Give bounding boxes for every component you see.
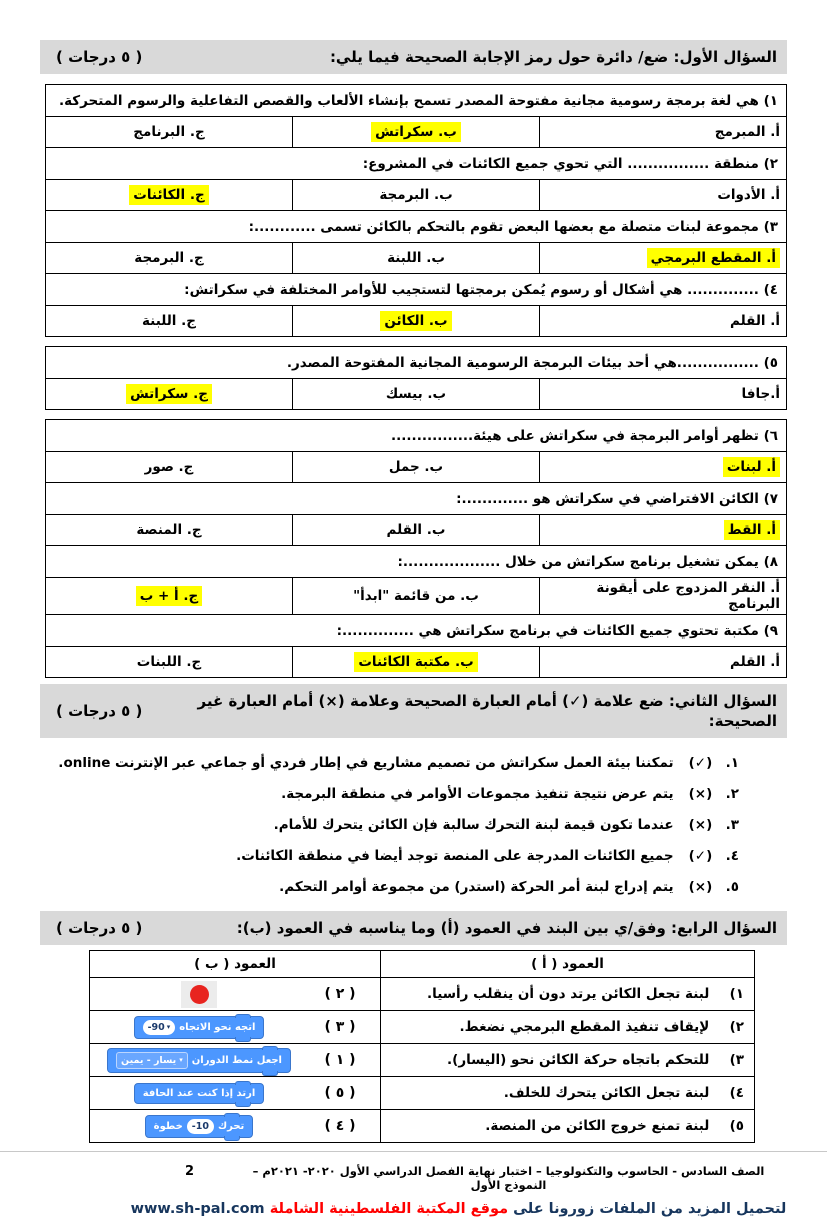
scratch-block-rotation-style [107,1048,291,1073]
option-c-highlighted: ج. أ + ب [136,586,202,606]
options-row [46,117,787,148]
item-cell [381,978,755,1011]
section1-points: ( ٥ درجات ) [56,48,143,66]
block-label-suffix: خطوة [153,1120,183,1132]
answer-cell [90,1044,381,1077]
footer-site-url: www.sh-pal.com [130,1201,265,1217]
question-text: ٣) مجموعة لبنات متصلة مع بعضها البعض تقوم بالتحكم بالكائن تسمى ............: [46,211,787,243]
scratch-block-move-steps [145,1115,254,1138]
statement-text: جميع الكائنات المدرجة على المنصة توجد أيضا في منطقة الكائنات. [236,848,674,864]
option-b: ب. جمل [388,459,444,475]
option-b: ب. البرمجة [379,187,453,203]
option-a: أ. النقر المزدوج على أيقونة البرنامج [596,580,780,612]
question-text: ٤) .............. هي أشكال أو رسوم يُمكن برمجتها لتستجيب للأوامر المختلفة في سكراتش: [46,274,787,306]
option-a-highlighted: أ. لبنات [723,457,780,477]
section2-points: ( ٥ درجات ) [56,702,143,720]
item-text: لبنة تمنع خروج الكائن من المنصة. [485,1118,710,1134]
answer-cell [90,1011,381,1044]
item-text: لإيقاف تنفيذ المقطع البرمجي نضغط. [459,1019,710,1035]
block-label: ارتد إذا كنت عند الحافة [142,1087,256,1099]
options-row [46,180,787,211]
statement-number: ٤. [725,848,739,864]
question-text: ٨) يمكن تشغيل برنامج سكراتش من خلال ...................: [46,546,787,578]
item-text: لبنة تجعل الكائن يرتد دون أن ينقلب رأسيا. [427,986,710,1002]
section2-title: السؤال الثاني: ضع علامة (✓) أمام العبارة الصحيحة وعلامة (×) أمام العبارة غير الصحيحة: [197,692,777,730]
answer-number: ( ٢ ) [324,986,356,1002]
options-row [46,379,787,410]
statement-number: ٥. [725,879,739,895]
answer-number: ( ٣ ) [324,1019,356,1035]
cross-mark: (×) [688,817,713,833]
mcq-table-2 [45,346,787,410]
item-cell [381,1110,755,1143]
dropdown-arrow-icon: ▾ [166,1022,171,1031]
item-number: ٥) [729,1118,744,1134]
answer-cell [90,1077,381,1110]
question-text: ١) هي لغة برمجة رسومية مجانية مفتوحة المصدر تسمح بإنشاء الألعاب والقصص التفاعلية والرسوم المتحركة. [46,85,787,117]
footer-site-name: موقع المكتبة الفلسطينية الشاملة [269,1201,509,1217]
option-b-highlighted: ب. سكراتش [371,122,461,142]
mcq-table-1 [45,84,787,337]
footer-exam-info [40,1164,787,1192]
rotation-style-value: يسار - يمين [121,1054,177,1066]
rotation-style-dropdown [116,1052,188,1069]
statement-text: يتم عرض نتيجة تنفيذ مجموعات الأوامر في منطقة البرمجة. [281,786,674,802]
option-b: ب. من قائمة "ابدأ" [353,588,479,604]
steps-value: -10 [191,1120,209,1132]
item-text: للتحكم باتجاه حركة الكائن نحو (اليسار). [447,1052,710,1068]
statement-4 [40,841,739,872]
matching-row [90,978,755,1011]
options-row [46,647,787,678]
item-cell [381,1011,755,1044]
mcq-table-3 [45,419,787,678]
matching-table [89,950,755,1143]
option-a: أ. المبرمج [714,124,780,140]
matching-header-row [90,951,755,978]
option-c-highlighted: ج. سكراتش [126,384,212,404]
cross-mark: (×) [688,879,713,895]
item-number: ٣) [729,1052,744,1068]
direction-value: -90 [147,1021,165,1033]
question-text: ٧) الكائن الافتراضي في سكراتش هو .............: [46,483,787,515]
column-b-header: العمود ( ب ) [90,951,381,978]
question-text: ٢) منطقة ................ التي تحوي جميع الكائنات في المشروع: [46,148,787,180]
question-text: ٥) ................هي أحد بيئات البرمجة الرسومية المجانية المفتوحة المصدر. [46,347,787,379]
section1-title: السؤال الأول: ضع/ دائرة حول رمز الإجابة الصحيحة فيما يلي: [329,48,777,66]
options-row [46,578,787,615]
statement-text: عندما تكون قيمة لبنة التحرك سالبة فإن الكائن يتحرك للأمام. [273,817,674,833]
statement-number: ٢. [725,786,739,802]
matching-row [90,1077,755,1110]
matching-row [90,1110,755,1143]
red-stop-dot [190,985,209,1004]
option-a: أ. القلم [730,654,780,670]
true-false-statements [40,738,787,903]
statement-5 [40,872,739,903]
statement-2 [40,779,739,810]
stop-icon [181,981,217,1008]
option-c: ج. البرنامج [133,124,205,140]
answer-number: ( ١ ) [324,1052,356,1068]
statement-number: ١. [725,755,739,771]
matching-row [90,1011,755,1044]
statement-3 [40,810,739,841]
cross-mark: (×) [688,786,713,802]
steps-value-field [187,1119,214,1134]
footer-divider [0,1151,827,1152]
item-cell [381,1077,755,1110]
section2-header [40,684,787,738]
section4-header [40,911,787,945]
check-mark: (✓) [688,848,713,864]
block-label: تحرك [217,1120,245,1132]
statement-1 [40,748,739,779]
footer-download-text: لتحميل المزيد من الملفات زورونا على [513,1201,787,1217]
options-row [46,243,787,274]
option-b: ب. اللبنة [387,250,445,266]
option-c: ج. البرمجة [134,250,204,266]
scratch-block-bounce-on-edge [134,1083,265,1104]
option-a-highlighted: أ. القط [724,520,780,540]
item-number: ٢) [729,1019,744,1035]
answer-cell [90,1110,381,1143]
item-number: ١) [729,986,744,1002]
section4-title: السؤال الرابع: وفق/ي بين البند في العمود (أ) وما يناسبه في العمود (ب): [236,919,777,937]
column-a-header: العمود ( أ ) [381,951,755,978]
question-text: ٩) مكتبة تحتوي جميع الكائنات في برنامج سكراتش هي ..............: [46,615,787,647]
statement-text: تمكننا بيئة العمل سكراتش من تصميم مشاريع في إطار فردي أو جماعي عبر الإنترنت online. [58,755,674,771]
option-c: ج. اللبنات [136,654,202,670]
item-number: ٤) [729,1085,744,1101]
section1-header [40,40,787,74]
options-row [46,452,787,483]
block-label: اتجه نحو الاتجاه [179,1021,256,1033]
statement-text: يتم إدراج لبنة أمر الحركة (استدر) من مجموعة أوامر التحكم. [279,879,674,895]
option-a: أ. القلم [730,313,780,329]
option-c: ج. اللبنة [142,313,196,329]
block-label: اجعل نمط الدوران [191,1054,282,1066]
direction-value-field [143,1020,176,1035]
option-c: ج. صور [144,459,194,475]
answer-cell [90,978,381,1011]
footer-site-line [40,1201,787,1217]
scratch-block-point-direction [134,1016,265,1039]
check-mark: (✓) [688,755,713,771]
option-b-highlighted: ب. مكتبة الكائنات [354,652,477,672]
item-cell [381,1044,755,1077]
options-row [46,306,787,337]
footer-exam-info-text: الصف السادس - الحاسوب والتكنولوجيا – اختبار نهاية الفصل الدراسي الأول ٢٠٢٠- ٢٠٢١م – النموذج الأول [252,1164,765,1192]
answer-number: ( ٤ ) [324,1118,356,1134]
option-a: أ.جافا [741,386,780,402]
matching-row [90,1044,755,1077]
option-b: ب. القلم [386,522,446,538]
statement-number: ٣. [725,817,739,833]
options-row [46,515,787,546]
option-c: ج. المنصة [136,522,202,538]
item-text: لبنة تجعل الكائن يتحرك للخلف. [503,1085,710,1101]
question-text: ٦) تظهر أوامر البرمجة في سكراتش على هيئة................ [46,420,787,452]
option-a-highlighted: أ. المقطع البرمجي [647,248,780,268]
option-b-highlighted: ب. الكائن [380,311,451,331]
dropdown-arrow-icon: ▾ [179,1055,183,1064]
option-b: ب. بيسك [385,386,447,402]
option-a: أ. الأدوات [717,187,780,203]
option-c-highlighted: ج. الكائنات [129,185,208,205]
answer-number: ( ٥ ) [324,1085,356,1101]
section4-points: ( ٥ درجات ) [56,919,143,937]
page-number: 2 [185,1164,195,1179]
